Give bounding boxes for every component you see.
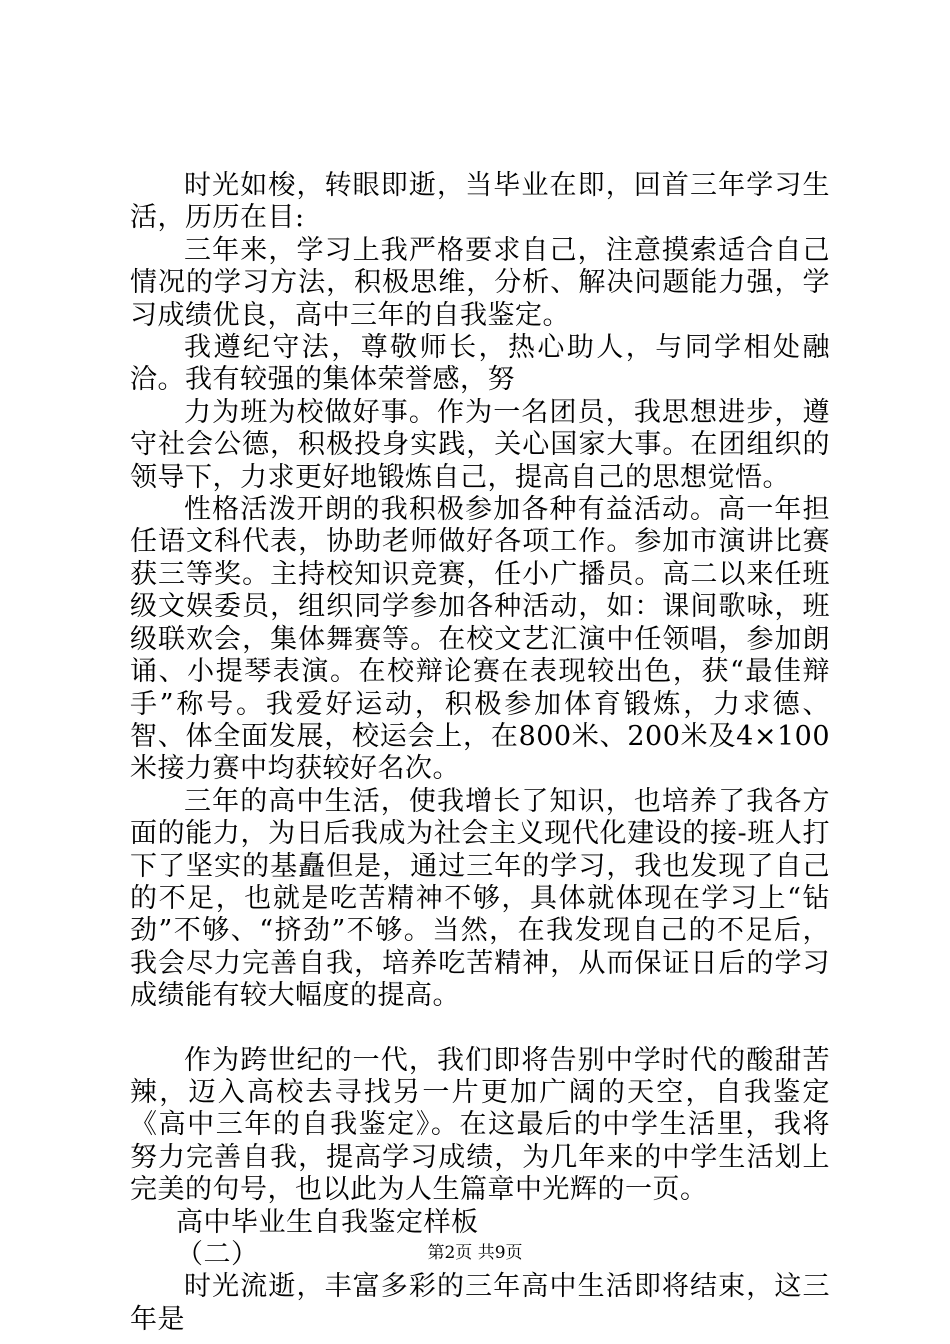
paragraph-activities: 性格活泼开朗的我积极参加各种有益活动。高一年担任语文科代表，协助老师做好各项工作。参加市演讲比赛获三等奖。主持校知识竞赛，任小广播员。高二以来任班级文娱委员，组织同学参加各种活动，如：课间歌咏，班级联欢会，集体舞赛等。在校文艺汇演中任领唱，参加朗诵、小提琴表演。在校辩论赛在表现较出色，获“最佳辩手”称号。我爱好运动，积极参加体育锻炼，力求德、智、体全面发展，校运会上，在800米、200米及4×100米接力赛中均获较好名次。 — [130, 494, 830, 785]
paragraph-reflection: 三年的高中生活，使我增长了知识，也培养了我各方面的能力，为日后我成为社会主义现代化建设的接-班人打下了坚实的基矗但是，通过三年的学习，我也发现了自己的不足，也就是吃苦精神不够，具体就体现在学习上“钻劲”不够、“挤劲”不够。当然，在我发现自己的不足后，我会尽力完善自我，培养吃苦精神，从而保证日后的学习成绩能有较大幅度的提高。 — [130, 785, 830, 1012]
paragraph-conduct: 我遵纪守法，尊敬师长，热心助人，与同学相处融洽。我有较强的集体荣誉感，努 — [130, 332, 830, 396]
page-footer — [0, 1243, 950, 1263]
document-body — [130, 170, 830, 1336]
paragraph-closing: 作为跨世纪的一代，我们即将告别中学时代的酸甜苦辣，迈入高校去寻找另一片更加广阔的天空，自我鉴定《高中三年的自我鉴定》。在这最后的中学生活里，我将努力完善自我，提高学习成绩，为几年来的中学生活划上完美的句号，也以此为人生篇章中光辉的一页。 — [130, 1044, 830, 1206]
paragraph-section-two-start: 时光流逝，丰富多彩的三年高中生活即将结束，这三年是 — [130, 1271, 830, 1335]
paragraph-study: 三年来，学习上我严格要求自己，注意摸索适合自己情况的学习方法，积极思维，分析、解决问题能力强，学习成绩优良，高中三年的自我鉴定。 — [130, 234, 830, 331]
section-number: （二） — [176, 1239, 259, 1270]
section-heading: 高中毕业生自我鉴定样板 — [176, 1206, 479, 1238]
paragraph-conduct-continued: 力为班为校做好事。作为一名团员，我思想进步，遵守社会公德，积极投身实践，关心国家大事。在团组织的领导下，力求更好地锻炼自己，提高自己的思想觉悟。 — [130, 396, 830, 493]
page-number: 第2页 共9页 — [427, 1243, 523, 1263]
paragraph-intro: 时光如梭，转眼即逝，当毕业在即，回首三年学习生活，历历在目: — [130, 170, 830, 234]
